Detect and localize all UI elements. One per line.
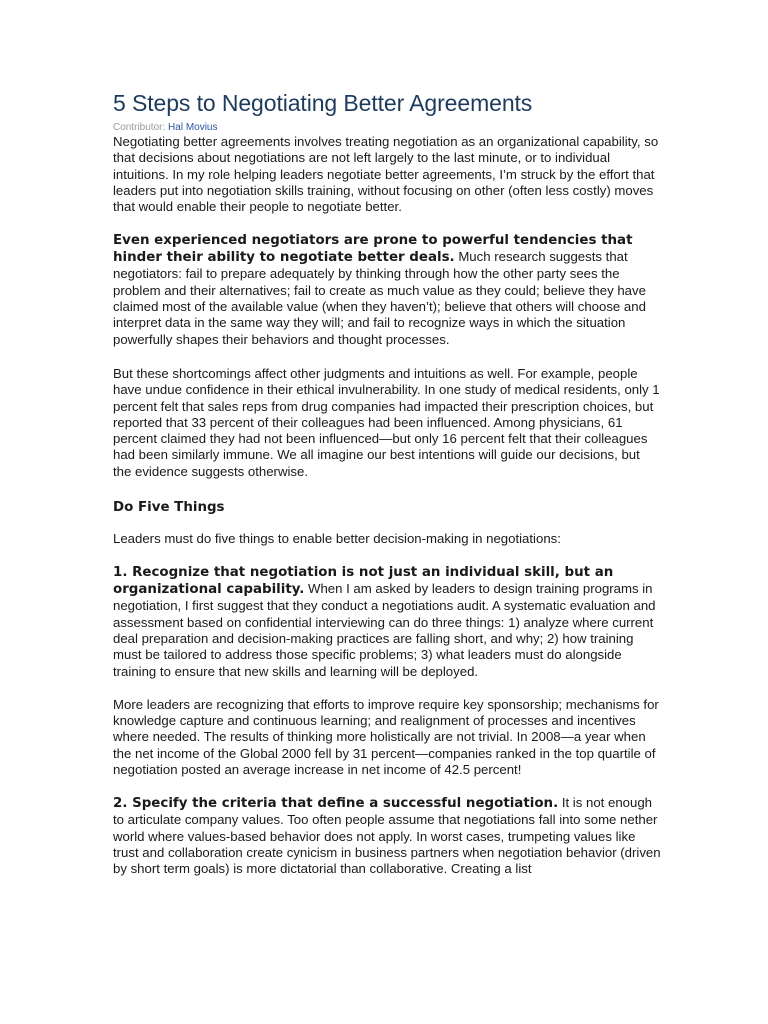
contributor-label: Contributor: xyxy=(113,122,166,133)
intro-paragraph: Negotiating better agreements involves treating negotiation as an organizational capability, so that decisions about negotiations are not left largely to the last minute, or to individual intuitions. In my role helping leaders negotiate better agreements, I’m struck by the effort that leaders put into negotiation skills training, without focusing on other (often less costly) moves that would enable their people to negotiate better. xyxy=(113,134,659,215)
article-title: 5 Steps to Negotiating Better Agreements xyxy=(113,90,533,116)
tendencies-body: Much research suggests that negotiators: fail to prepare adequately by thinking through how the other party sees the problem and their alternatives; fail to create as much value as they could; believe they have claimed most of the available value (when they haven’t); believe that others will choose and interpret data in the same way they will; and fail to recognize ways in which the situation powerfully shapes their behaviors and thought processes. xyxy=(113,249,646,347)
leaders-paragraph: More leaders are recognizing that efforts to improve require key sponsorship; mechanisms for knowledge capture and continuous learning; and realignment of processes and incentives where needed. The results of thinking more holistically are not trivial. In 2008—a year when the net income of the Global 2000 fell by 31 percent—companies ranked in the top quartile of negotiation posted an average increase in net income of 42.5 percent! xyxy=(113,696,659,778)
tendencies-paragraph xyxy=(113,232,661,347)
step-2-paragraph xyxy=(113,795,661,877)
step-1-lead: 1. Recognize that negotiation is not just an individual skill, but an organizational capability. xyxy=(113,565,614,598)
step-1-body: When I am asked by leaders to design training programs in negotiation, I first suggest that they conduct a negotiations audit. A systematic evaluation and assessment based on confidential interviewing can do three things: 1) analyze where current deal preparation and decision-making practices are falling short, and why; 2) how training must be tailored to address those specific problems; 3) what leaders must do alongside training to ensure that new skills and learning will be deployed. xyxy=(113,581,656,679)
section-heading: Do Five Things xyxy=(113,500,225,516)
tendencies-lead: Even experienced negotiators are prone to powerful tendencies that hinder their ability to negotiate better deals. xyxy=(113,233,633,266)
five-things-intro: Leaders must do five things to enable better decision-making in negotiations: xyxy=(113,531,561,547)
step-2-body: It is not enough to articulate company values. Too often people assume that negotiations fall into some nether world where values-based behavior does not apply. In worst cases, trumpeting values like trust and collaboration create cynicism in business partners when negotiation behavior (driven by short term goals) is more dictatorial than collaborative. Creating a list xyxy=(113,795,661,877)
contributor-line xyxy=(113,121,661,134)
article xyxy=(113,88,661,878)
step-1-paragraph xyxy=(113,564,661,679)
shortcomings-paragraph: But these shortcomings affect other judgments and intuitions as well. For example, people have undue confidence in their ethical invulnerability. In one study of medical residents, only 1 percent felt that sales reps from drug companies had impacted their prescription choices, but reported that 33 percent of their colleagues had been influenced. Among physicians, 61 percent claimed they had not been influenced—but only 16 percent felt that their colleagues had been similarly immune. We all imagine our best intentions will guide our decisions, but the evidence suggests otherwise. xyxy=(113,365,660,479)
step-2-lead: 2. Specify the criteria that define a successful negotiation. xyxy=(113,796,559,812)
contributor-name-link[interactable]: Hal Movius xyxy=(168,122,218,133)
